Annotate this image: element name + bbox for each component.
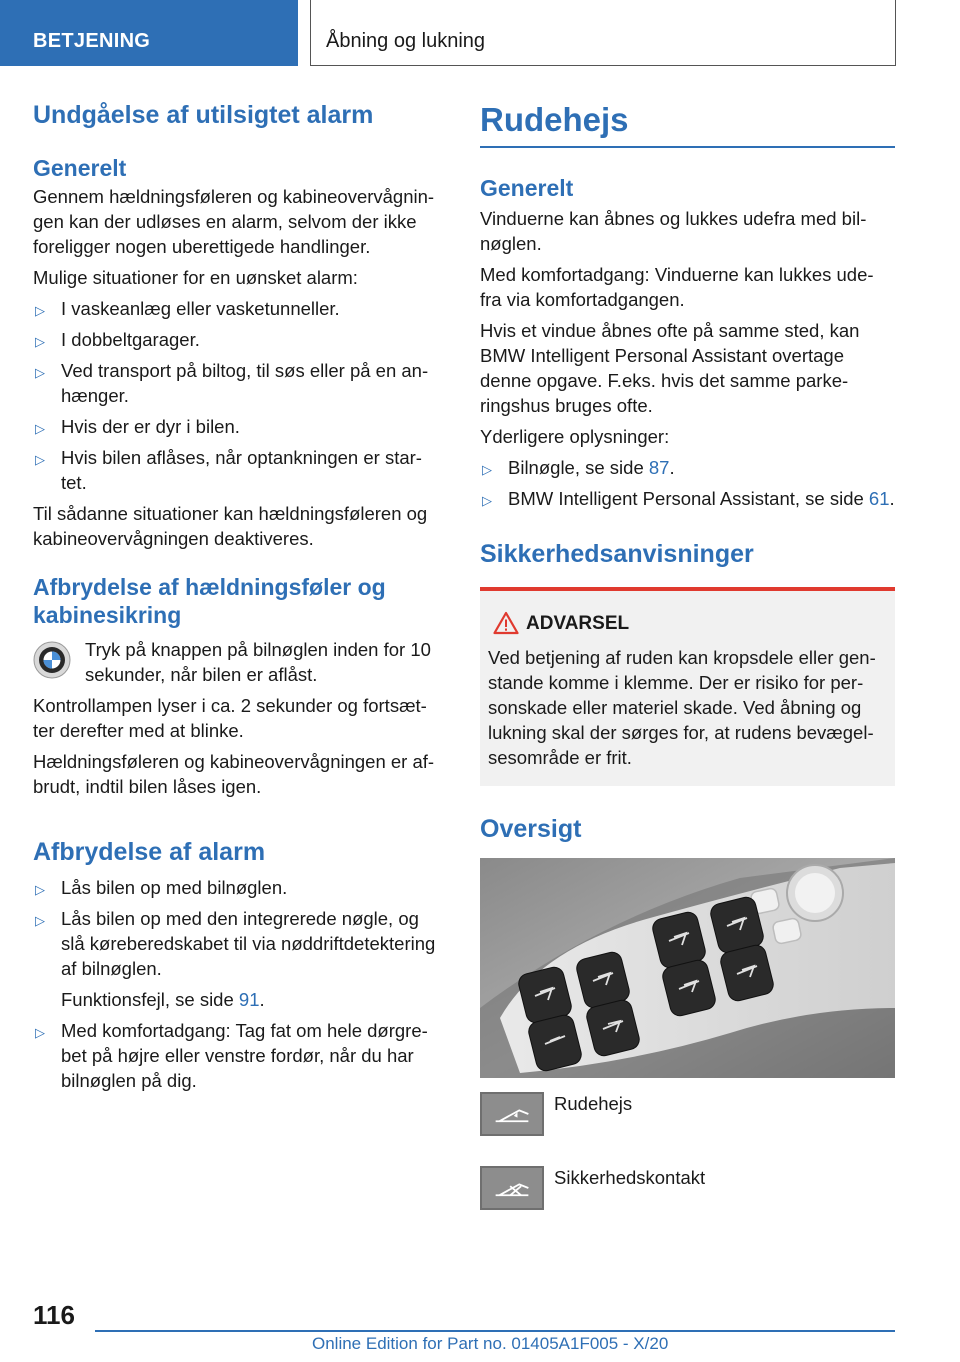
cross-reference: Funktionsfejl, se side 91.	[61, 989, 265, 1010]
paragraph: Med komfortadgang: Vinduerne kan lukkes ude-fra via komfortadgangen.	[480, 264, 874, 310]
paragraph: Til sådanne situationer kan hældningsføleren og kabineovervågningen deaktiveres.	[33, 503, 428, 549]
paragraph: Hvis et vindue åbnes ofte på samme sted, kan BMW Intelligent Personal Assistant overtage denne opgave. F.eks. hvis det samme parke-ringshus bruges ofte.	[480, 320, 860, 416]
warning-triangle-icon	[493, 611, 519, 635]
heading-sikkerhed: Sikkerhedsanvisninger	[480, 540, 754, 568]
triangle-bullet-icon: ▷	[482, 462, 492, 477]
heading-generelt-right: Generelt	[480, 175, 574, 201]
page-link-91[interactable]: 91	[238, 989, 260, 1010]
page-link-61[interactable]: 61	[868, 488, 890, 509]
key-instruction	[33, 637, 447, 687]
triangle-bullet-icon: ▷	[482, 493, 492, 508]
heading-afbrydelse-sensor: Afbrydelse af hældningsføler og kabinesikring	[33, 574, 386, 628]
key-instruction-text: Tryk på knappen på bilnøglen inden for 10 sekunder, når bilen er aflåst.	[85, 639, 431, 685]
list-item: ▷ Lås bilen op med bilnøglen.	[33, 875, 447, 900]
legend-label: Sikkerhedskontakt	[554, 1167, 706, 1188]
warning-box	[480, 587, 895, 786]
chapter-title-box	[310, 0, 896, 66]
heading-undgaaelse: Undgåelse af utilsigtet alarm	[33, 101, 374, 129]
page-link-87[interactable]: 87	[648, 457, 670, 478]
warning-text: Ved betjening af ruden kan kropsdele eller gen-stande komme i klemme. Der er risiko for per-sonskade eller materiel skade. Ved åbning og lukning skal der sørges for, at rudens bevægel-sesområde er frit.	[488, 647, 876, 768]
safety-switch-icon	[480, 1166, 544, 1210]
triangle-bullet-icon: ▷	[35, 303, 45, 318]
section-tab	[0, 0, 298, 66]
list-item: ▷ Lås bilen op med den integrerede nøgle, og slå køreberedskabet til via nøddriftdetektering af bilnøglen. Funktionsfejl, se side 91.	[33, 906, 447, 1012]
list-item: ▷ I dobbeltgarager.	[33, 327, 447, 352]
list-item: ▷ Med komfortadgang: Tag fat om hele dørgre-bet på højre eller venstre fordør, når du har bilnøglen på dig.	[35, 1020, 428, 1091]
paragraph: Vinduerne kan åbnes og lukkes udefra med bil-nøglen.	[480, 208, 867, 254]
left-column	[33, 100, 447, 1099]
legend-sikkerhedskontakt	[480, 1166, 895, 1226]
heading-afbrydelse-alarm: Afbrydelse af alarm	[33, 838, 266, 866]
list-item: ▷ Hvis der er dyr i bilen.	[33, 414, 447, 439]
section-tab-label: BETJENING	[33, 30, 151, 52]
heading-generelt-left: Generelt	[33, 155, 127, 181]
paragraph: Yderligere oplysninger:	[480, 426, 670, 447]
legend-label: Rudehejs	[554, 1093, 633, 1114]
list-item: ▷ Ved transport på biltog, til søs eller på en an-hænger.	[35, 360, 429, 406]
list-item: ▷ Bilnøgle, se side 87.	[480, 455, 895, 480]
bmw-key-button-icon	[33, 641, 71, 679]
right-column	[480, 100, 895, 1226]
paragraph: Kontrollampen lyser i ca. 2 sekunder og fortsæt-ter derefter med at blinke.	[33, 695, 427, 741]
paragraph: Mulige situationer for en uønsket alarm:	[33, 267, 358, 288]
list-item: ▷ Hvis bilen aflåses, når optankningen er star-tet.	[35, 447, 422, 493]
heading-rule	[480, 146, 895, 148]
triangle-bullet-icon: ▷	[35, 452, 45, 467]
heading-oversigt: Oversigt	[480, 815, 582, 843]
triangle-bullet-icon: ▷	[35, 365, 45, 380]
situation-list	[33, 296, 447, 495]
triangle-bullet-icon: ▷	[35, 913, 45, 928]
chapter-title: Åbning og lukning	[326, 30, 486, 52]
triangle-bullet-icon: ▷	[35, 882, 45, 897]
warning-title: ADVARSEL	[488, 611, 887, 637]
window-switch-icon	[480, 1092, 544, 1136]
window-switch-panel-image	[480, 858, 895, 1078]
footer-rule	[95, 1330, 895, 1332]
paragraph: Hældningsføleren og kabineovervågningen er af-brudt, indtil bilen låses igen.	[33, 751, 435, 797]
triangle-bullet-icon: ▷	[35, 1025, 45, 1040]
triangle-bullet-icon: ▷	[35, 334, 45, 349]
footer-edition: Online Edition for Part no. 01405A1F005 - X/20	[312, 1334, 669, 1353]
heading-rudehejs: Rudehejs	[480, 101, 629, 138]
list-item: ▷ BMW Intelligent Personal Assistant, se side 61.	[480, 486, 895, 511]
alarm-list	[33, 875, 447, 1093]
paragraph: Gennem hældningsføleren og kabineovervågnin-gen kan der udløses en alarm, selvom der ikke foreligger nogen uberettigede handlinger.	[33, 186, 435, 257]
triangle-bullet-icon: ▷	[35, 421, 45, 436]
page-header	[0, 0, 960, 66]
info-list	[480, 455, 895, 511]
legend-rudehejs	[480, 1092, 895, 1152]
list-item: ▷ I vaskeanlæg eller vasketunneller.	[33, 296, 447, 321]
page-number: 116	[33, 1300, 75, 1330]
